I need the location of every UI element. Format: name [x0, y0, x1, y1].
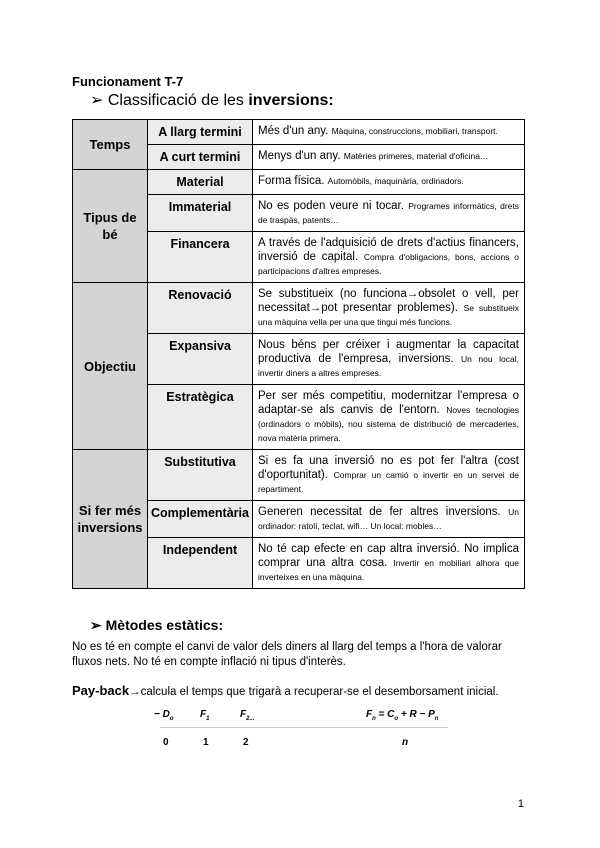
- description-cell: [253, 195, 525, 232]
- description-main: Nous béns per créixer i augmentar la capacitat productiva de l'empresa, inversions.: [258, 339, 519, 365]
- description-main: Forma física.: [258, 175, 325, 187]
- subtitle-bold: inversions:: [248, 92, 334, 109]
- subtype-label: Substitutiva: [148, 450, 253, 501]
- payback-label: Pay-back: [72, 683, 130, 698]
- description-cell: [253, 170, 525, 195]
- description-main: Menys d'un any.: [258, 150, 341, 162]
- payback-definition: [72, 683, 499, 698]
- description-example: Programes informàtics, drets de traspàs, patents…: [258, 201, 519, 225]
- category-label: Tipus de bé: [73, 170, 148, 283]
- description-cell: [253, 145, 525, 170]
- subtype-label: A curt termini: [148, 145, 253, 170]
- description-example: Compra d'obligacions, bons, accions o participacions d'altres empreses.: [258, 252, 519, 276]
- description-main: No té cap efecte en cap altra inversió. No implica comprar una altra cosa.: [258, 543, 519, 569]
- subtype-label: Immaterial: [148, 195, 253, 232]
- subtype-label: Estratègica: [148, 385, 253, 450]
- description-main: Si es fa una inversió no es pot fer l'altra (cost d'oportunitat).: [258, 455, 519, 481]
- static-methods-paragraph: No es té en compte el canvi de valor dels diners al llarg del temps a l'hora de valorar fluxos nets. No té en compte inflació ni tipus d'interès.: [72, 641, 502, 668]
- description-cell: [253, 538, 525, 589]
- description-cell: [253, 334, 525, 385]
- description-example: Invertir en mobiliari alhora que inverteixes en una màquina.: [258, 558, 519, 582]
- cashflow-fn-formula: $F_n = C_o + R - P_n$: [366, 709, 439, 722]
- table-row: [73, 283, 525, 334]
- timeline-tick-1: 1: [203, 737, 209, 748]
- table-row: [73, 170, 525, 195]
- description-example: Noves tecnologies (ordinadors o mòbils), nou sistema de distribució de mercaderies, nova matèria primera.: [258, 405, 519, 443]
- description-example: Un nou local, invertir diners a altres empreses.: [258, 354, 519, 378]
- subtype-label: Independent: [148, 538, 253, 589]
- description-main: A través de l'adquisició de drets d'actius financers, inversió de capital.: [258, 237, 519, 263]
- description-cell: [253, 501, 525, 538]
- payback-text: →calcula el temps que trigarà a recuperar-se el desemborsament inicial.: [129, 686, 499, 698]
- description-cell: [253, 385, 525, 450]
- description-cell: [253, 283, 525, 334]
- subtype-label: Expansiva: [148, 334, 253, 385]
- timeline-tick-0: 0: [163, 737, 169, 748]
- category-label: Objectiu: [73, 283, 148, 450]
- description-example: Màquina, construccions, mobiliari, transport.: [331, 126, 498, 136]
- description-example: Automòbils, maquinària, ordinadors.: [327, 176, 464, 186]
- timeline-line: [160, 727, 448, 728]
- timeline-tick-2: 2: [243, 737, 249, 748]
- table-row: [73, 120, 525, 145]
- description-example: Comprar un camió o invertir en un servei de repartiment.: [258, 470, 519, 494]
- classification-table: [72, 119, 525, 589]
- description-main: Se substitueix (no funciona→obsolet o vell, per necessitat→pot presentar problemes).: [258, 288, 519, 314]
- subtitle-prefix: Classificació de les: [107, 92, 249, 109]
- description-example: Un ordinador: ratolí, teclat, wifi… Un local: mobles…: [258, 507, 519, 531]
- description-cell: [253, 120, 525, 145]
- description-main: Més d'un any.: [258, 125, 329, 137]
- document-title: Funcionament T-7: [72, 74, 184, 89]
- page-number: 1: [517, 798, 524, 810]
- description-main: Per ser més competitiu, modernitzar l'empresa o adaptar-se als canvis de l'entorn.: [258, 390, 519, 416]
- subtype-label: Material: [148, 170, 253, 195]
- cashflow-f1: $F_1$: [200, 709, 210, 722]
- subtype-label: Complementària: [148, 501, 253, 538]
- table-row: [73, 450, 525, 501]
- description-cell: [253, 450, 525, 501]
- description-example: Se substitueix una màquina vella per una que tingui més funcions.: [258, 303, 519, 327]
- section-heading-classification: [90, 90, 334, 110]
- description-main: No es poden veure ni tocar.: [258, 200, 404, 212]
- description-example: Matèries primeres, material d'oficina…: [343, 151, 489, 161]
- subtype-label: A llarg termini: [148, 120, 253, 145]
- cashflow-f2: $F_{2...}$: [240, 709, 255, 722]
- timeline-tick-n: n: [402, 737, 409, 748]
- section-title: Mètodes estàtics:: [105, 617, 224, 633]
- category-label: Si fer més inversions: [73, 450, 148, 589]
- subtype-label: Renovació: [148, 283, 253, 334]
- section-heading-static-methods: [90, 617, 223, 634]
- cashflow-d0: − $D_o$: [154, 709, 174, 722]
- subtype-label: Financera: [148, 232, 253, 283]
- description-cell: [253, 232, 525, 283]
- arrow-bullet-icon: ➢: [90, 92, 104, 109]
- category-label: Temps: [73, 120, 148, 170]
- description-main: Generen necessitat de fer altres inversions.: [258, 506, 501, 518]
- arrow-bullet-icon: ➢: [90, 617, 102, 633]
